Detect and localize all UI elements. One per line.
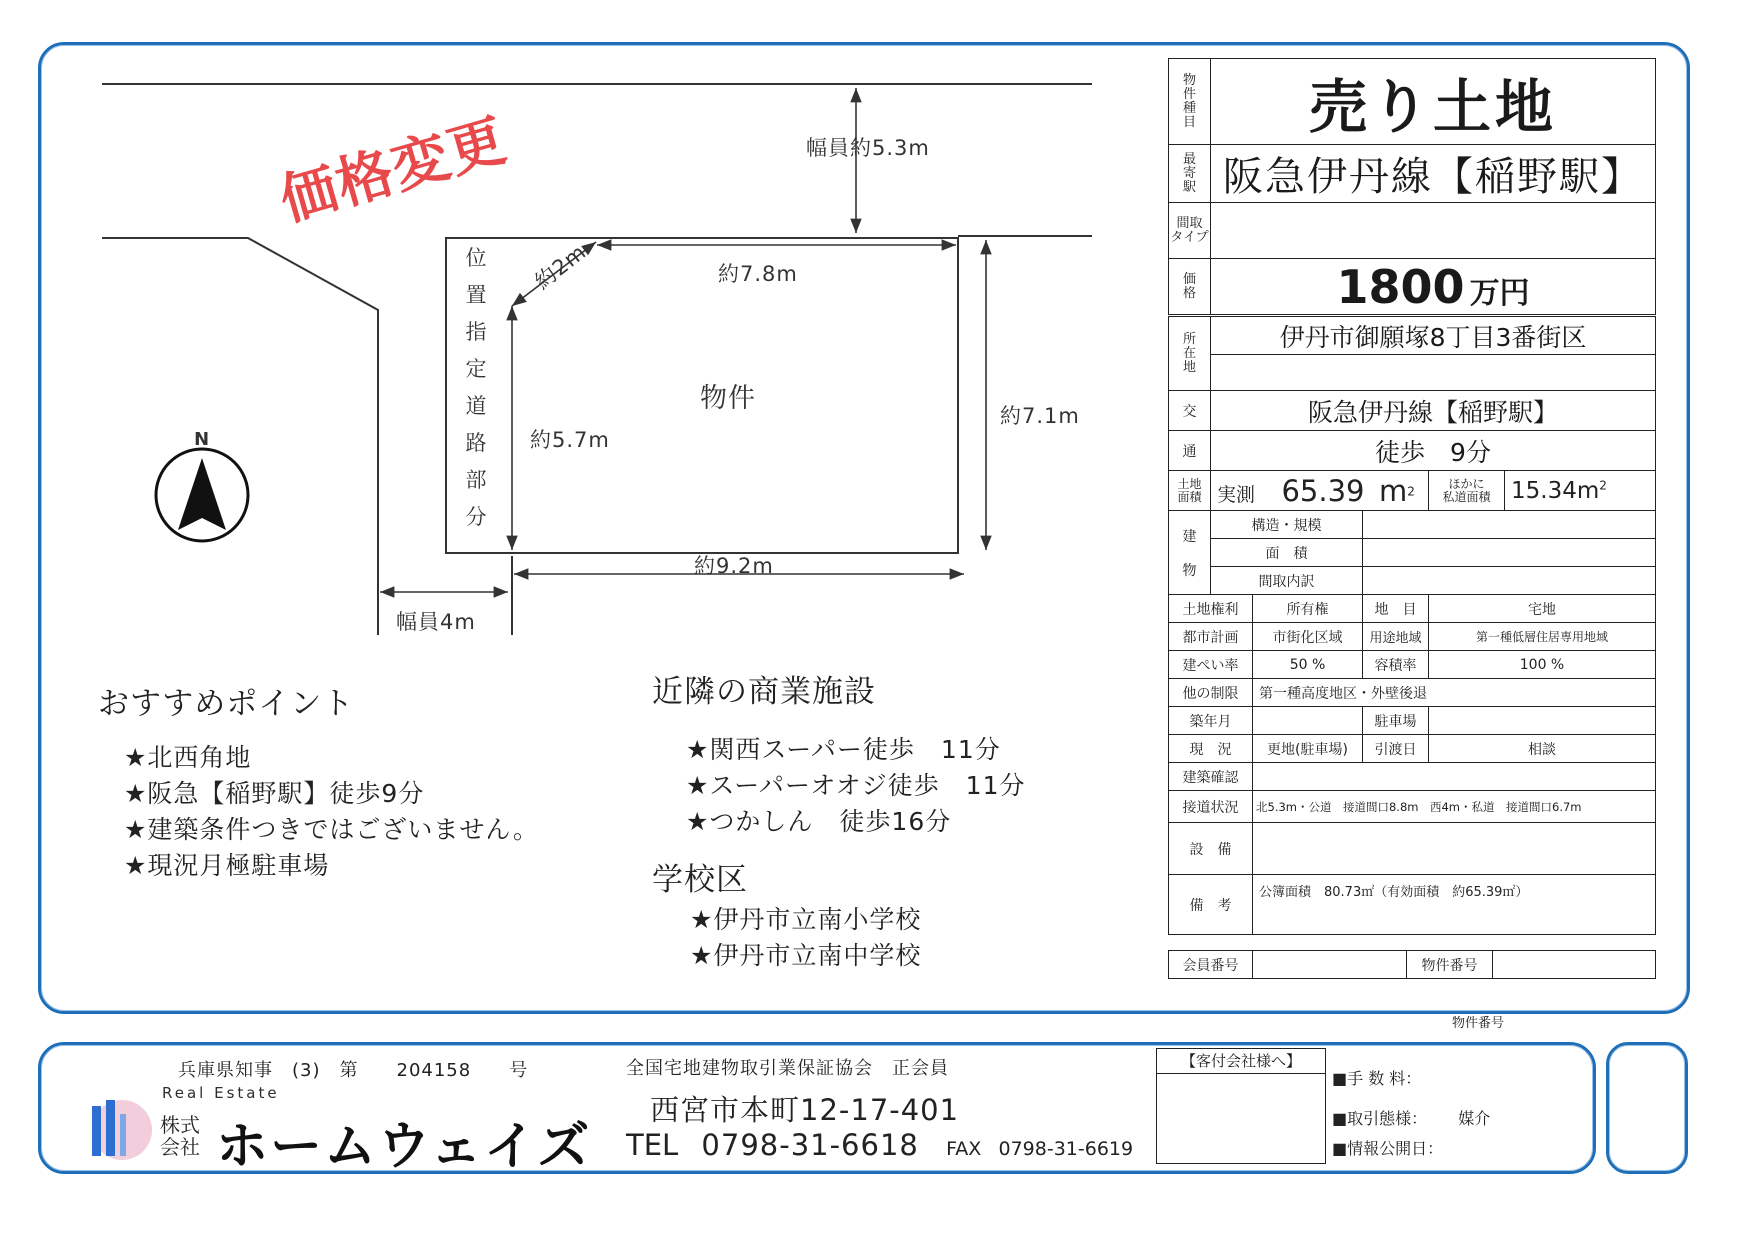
dim-bottom-label: 約9.2m <box>694 554 774 578</box>
far-value: 100 % <box>1429 651 1656 679</box>
road-access-label: 接道状況 <box>1169 791 1253 823</box>
traffic-label-2: 通 <box>1169 431 1211 471</box>
rooms-label: 間取内訳 <box>1211 567 1363 595</box>
private-road-value: $15.34m^2$ <box>1505 471 1656 511</box>
nearby-item: ★つかしん 徒歩16分 <box>686 807 952 836</box>
deal-value: 媒介 <box>1458 1109 1491 1128</box>
company-kind: 株式会社 <box>160 1113 200 1159</box>
land-area-value: 実測 65.39 $m^2$ <box>1211 471 1429 511</box>
road-left-width: 幅員4m <box>396 610 476 634</box>
deal-label: ■取引態様： <box>1332 1109 1428 1128</box>
facility-value <box>1253 823 1656 875</box>
location-value: 伊丹市御願塚8丁目3番街区 <box>1211 317 1656 355</box>
item-no-label: 物件番号 <box>1407 951 1493 979</box>
traffic-line: 阪急伊丹線【稲野駅】 <box>1211 391 1656 431</box>
layout-value <box>1211 203 1656 259</box>
area-label: 面 積 <box>1211 539 1363 567</box>
land-rights-label: 土地権利 <box>1169 595 1253 623</box>
north-arrow-icon <box>178 458 226 530</box>
school-title: 学校区 <box>652 862 748 898</box>
side-frame <box>1606 1042 1688 1174</box>
built-value <box>1253 707 1363 735</box>
parking-value <box>1429 707 1656 735</box>
remarks-value: 公簿面積 80.73㎡（有効面積 約65.39㎡） <box>1253 875 1656 935</box>
fax-label: FAX <box>946 1138 982 1160</box>
dim-right-label: 約7.1m <box>1000 404 1080 428</box>
city-plan-label: 都市計画 <box>1169 623 1253 651</box>
building-label: 建 物 <box>1169 511 1211 595</box>
recommend-item: ★現況月極駐車場 <box>124 851 330 880</box>
property-label: 物件 <box>700 383 756 414</box>
parking-label: 駐車場 <box>1363 707 1429 735</box>
status-label: 現 況 <box>1169 735 1253 763</box>
nearby-item: ★関西スーパー徒歩 11分 <box>686 735 1001 764</box>
recommend-item: ★北西角地 <box>124 743 252 772</box>
dim-top-label: 約7.8m <box>718 262 798 286</box>
land-area-label: 土地 面積 <box>1169 471 1211 511</box>
station-label: 最 寄 駅 <box>1169 145 1211 203</box>
price-label: 価 格 <box>1169 259 1211 315</box>
nearby-title: 近隣の商業施設 <box>652 674 876 710</box>
disclosure-label: ■情報公開日： <box>1332 1139 1444 1158</box>
land-rights-value: 所有権 <box>1253 595 1363 623</box>
company-address: 西宮市本町12-17-401 <box>650 1093 960 1127</box>
land-category-value: 宅地 <box>1429 595 1656 623</box>
below-sheet-label: 物件番号 <box>1452 1016 1505 1031</box>
price-value <box>1211 259 1656 315</box>
item-no-value <box>1493 951 1656 979</box>
zoning-label: 用途地域 <box>1363 623 1429 651</box>
recommend-title: おすすめポイント <box>98 686 355 722</box>
partner-box <box>1156 1048 1326 1164</box>
confirm-value <box>1253 763 1656 791</box>
property-type: 売り土地 <box>1211 59 1656 145</box>
tel-number: 0798-31-6618 <box>701 1128 919 1162</box>
traffic-walk: 徒歩 9分 <box>1211 431 1656 471</box>
school-item: ★伊丹市立南小学校 <box>690 905 922 934</box>
other-restriction-label: 他の制限 <box>1169 679 1253 707</box>
recommend-item: ★阪急【稲野駅】徒歩9分 <box>124 779 425 808</box>
built-label: 築年月 <box>1169 707 1253 735</box>
other-restriction-value: 第一種高度地区・外壁後退 <box>1253 679 1656 707</box>
handover-value: 相談 <box>1429 735 1656 763</box>
designated-road-label: 位 置 指 定 道 路 部 分 <box>465 246 487 529</box>
company-logo-icon <box>84 1092 156 1164</box>
structure-label: 構造・規模 <box>1211 511 1363 539</box>
rooms-value <box>1363 567 1656 595</box>
confirm-label: 建築確認 <box>1169 763 1253 791</box>
layout-label: 間取 タイプ <box>1169 203 1211 259</box>
tel-label: TEL <box>626 1128 679 1162</box>
fee-label: ■手 数 料： <box>1332 1069 1422 1088</box>
association: 全国宅地建物取引業保証協会 正会員 <box>626 1058 949 1079</box>
price-unit: 万円 <box>1469 275 1530 311</box>
price-number: 1800 <box>1336 259 1465 314</box>
nearby-item: ★スーパーオオジ徒歩 11分 <box>686 771 1026 800</box>
nearest-station: 阪急伊丹線【稲野駅】 <box>1211 145 1656 203</box>
fax-number: 0798-31-6619 <box>998 1138 1134 1160</box>
remarks-label: 備 考 <box>1169 875 1253 935</box>
sheet-top-table <box>1168 58 1656 315</box>
location-extra <box>1211 355 1656 391</box>
far-label: 容積率 <box>1363 651 1429 679</box>
price-change-stamp: 価格変更 <box>273 107 515 235</box>
dim-diag-label: 約2m <box>530 239 591 295</box>
road-top-width: 幅員約5.3m <box>806 136 930 160</box>
sheet-member-table <box>1168 950 1656 979</box>
facility-label: 設 備 <box>1169 823 1253 875</box>
company-name: ホームウェイズ <box>216 1117 592 1177</box>
site-map <box>0 0 1140 650</box>
sheet-detail-table <box>1168 316 1656 935</box>
private-road-label: ほかに 私道面積 <box>1429 471 1505 511</box>
structure-value <box>1363 511 1656 539</box>
area-value <box>1363 539 1656 567</box>
road-bend-edge <box>102 238 378 635</box>
status-value: 更地(駐車場) <box>1253 735 1363 763</box>
location-label: 所 在 地 <box>1169 317 1211 391</box>
partner-box-title: 【客付会社様へ】 <box>1157 1049 1325 1074</box>
land-category-label: 地 目 <box>1363 595 1429 623</box>
member-no-value <box>1253 951 1407 979</box>
coverage-label: 建ぺい率 <box>1169 651 1253 679</box>
member-no-label: 会員番号 <box>1169 951 1253 979</box>
traffic-label-1: 交 <box>1169 391 1211 431</box>
license-number: 兵庫県知事 (3) 第 204158 号 <box>178 1060 529 1081</box>
zoning-value: 第一種低層住居専用地域 <box>1429 623 1656 651</box>
city-plan-value: 市街化区域 <box>1253 623 1363 651</box>
real-estate-label: Real Estate <box>162 1084 280 1102</box>
tel-line <box>626 1128 1133 1162</box>
north-label: N <box>193 427 210 448</box>
deal-line <box>1332 1106 1490 1129</box>
school-item: ★伊丹市立南中学校 <box>690 941 922 970</box>
dim-left-label: 約5.7m <box>530 428 610 452</box>
road-access-value: 北5.3m・公道 接道間口8.8m 西4m・私道 接道間口6.7m <box>1253 791 1656 823</box>
coverage-value: 50 % <box>1253 651 1363 679</box>
type-label: 物 件 種 目 <box>1169 59 1211 145</box>
handover-label: 引渡日 <box>1363 735 1429 763</box>
recommend-item: ★建築条件つきではございません。 <box>124 815 539 844</box>
